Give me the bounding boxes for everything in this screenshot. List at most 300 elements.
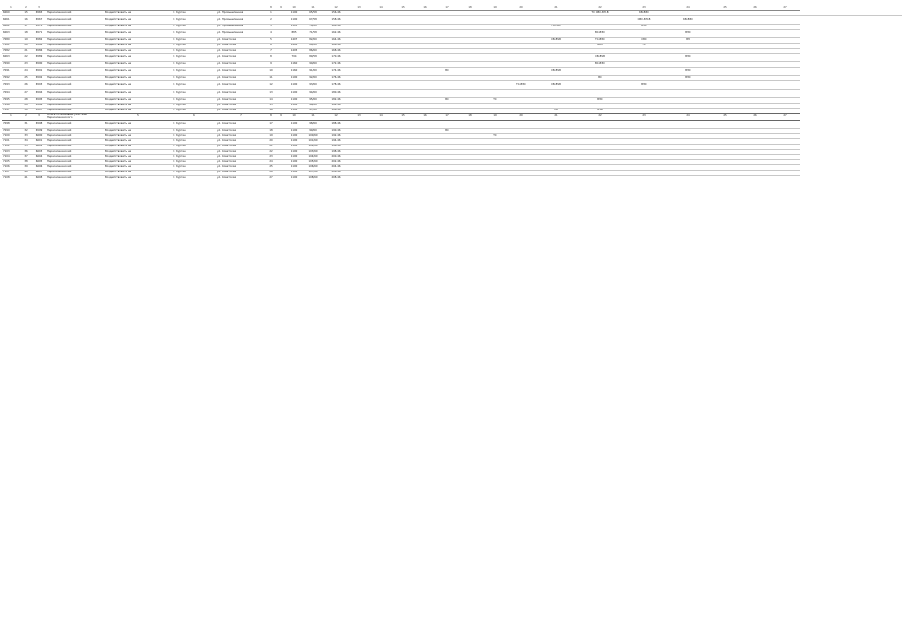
- column-header[interactable]: 11: [302, 6, 324, 11]
- table-cell[interactable]: ТС: [482, 134, 508, 139]
- table-cell[interactable]: [508, 67, 534, 76]
- table-cell[interactable]: 3: [266, 24, 276, 29]
- table-cell[interactable]: [622, 53, 666, 62]
- table-cell[interactable]: 1: [266, 11, 276, 16]
- table-cell[interactable]: 31: [20, 120, 32, 129]
- table-cell[interactable]: 103/60: [302, 149, 324, 154]
- table-cell[interactable]: Воздействовать на: [104, 29, 172, 38]
- table-cell[interactable]: Переселенческий: [46, 160, 104, 165]
- table-cell[interactable]: 26: [20, 81, 32, 90]
- table-cell[interactable]: г. Курган: [172, 11, 216, 16]
- table-cell[interactable]: ул. Советская: [216, 43, 266, 48]
- table-cell[interactable]: [482, 29, 508, 38]
- table-cell[interactable]: 6061: [2, 16, 20, 25]
- table-cell[interactable]: 67/58: [302, 16, 324, 25]
- table-cell[interactable]: [348, 16, 370, 25]
- table-cell[interactable]: г. Курган: [172, 134, 216, 139]
- table-cell[interactable]: [348, 89, 370, 98]
- table-cell[interactable]: Переселенческий: [46, 62, 104, 67]
- column-header[interactable]: 27: [770, 6, 800, 11]
- table-cell[interactable]: [436, 89, 458, 98]
- table-cell[interactable]: [770, 16, 800, 25]
- table-cell[interactable]: [458, 67, 482, 76]
- table-cell[interactable]: [622, 89, 666, 98]
- column-header[interactable]: 16: [414, 6, 436, 11]
- table-cell[interactable]: [534, 89, 578, 98]
- table-cell[interactable]: [710, 29, 740, 38]
- table-cell[interactable]: [348, 120, 370, 129]
- table-cell[interactable]: [770, 89, 800, 98]
- table-cell[interactable]: 6590: [32, 62, 46, 67]
- table-cell[interactable]: [414, 89, 436, 98]
- table-cell[interactable]: 6594: [32, 89, 46, 98]
- table-cell[interactable]: Воздействовать на: [104, 120, 172, 129]
- table-cell[interactable]: 7096: [2, 103, 20, 108]
- table-cell[interactable]: 12: [266, 81, 276, 90]
- table-cell[interactable]: [482, 81, 508, 90]
- table-cell[interactable]: Воздействовать на: [104, 76, 172, 81]
- table-cell[interactable]: 1160: [286, 67, 302, 76]
- table-cell[interactable]: Воздействовать на: [104, 103, 172, 108]
- table-cell[interactable]: [436, 120, 458, 129]
- table-cell[interactable]: [508, 175, 534, 180]
- table-cell[interactable]: ТСС-ВС: [534, 24, 578, 29]
- table-cell[interactable]: [348, 67, 370, 76]
- table-cell[interactable]: 6589: [32, 53, 46, 62]
- table-cell[interactable]: 208.46: [324, 175, 348, 180]
- table-cell[interactable]: 6602: [32, 144, 46, 149]
- table-cell[interactable]: 174.46: [324, 67, 348, 76]
- table-cell[interactable]: г. Курган: [172, 89, 216, 98]
- table-cell[interactable]: [370, 81, 392, 90]
- table-cell[interactable]: 17: [266, 120, 276, 129]
- table-cell[interactable]: 1105: [286, 24, 302, 29]
- table-cell[interactable]: 38: [20, 160, 32, 165]
- table-cell[interactable]: 7100: [2, 134, 20, 139]
- column-header[interactable]: 20: [508, 6, 534, 11]
- table-cell[interactable]: [436, 175, 458, 180]
- table-cell[interactable]: 1100: [286, 134, 302, 139]
- table-cell[interactable]: Воздействовать на: [104, 165, 172, 170]
- table-cell[interactable]: 7107: [2, 170, 20, 175]
- table-cell[interactable]: [392, 53, 414, 62]
- table-cell[interactable]: 6586: [32, 48, 46, 53]
- table-cell[interactable]: Воздействовать на: [104, 144, 172, 149]
- table-cell[interactable]: ВС: [436, 129, 458, 134]
- table-cell[interactable]: СВС: [622, 38, 666, 43]
- table-cell[interactable]: 6582: [32, 38, 46, 43]
- table-cell[interactable]: Воздействовать на: [104, 48, 172, 53]
- table-cell[interactable]: ВС: [436, 67, 458, 76]
- table-cell[interactable]: Переселенческий: [46, 120, 104, 129]
- table-cell[interactable]: [534, 29, 578, 38]
- table-cell[interactable]: ВС-ВЭС: [578, 29, 622, 38]
- column-header[interactable]: 13: [348, 6, 370, 11]
- table-row[interactable]: [2, 81, 902, 90]
- table-cell[interactable]: [710, 89, 740, 98]
- table-cell[interactable]: 1407: [286, 38, 302, 43]
- table-cell[interactable]: [276, 120, 286, 129]
- table-cell[interactable]: [276, 67, 286, 76]
- table-cell[interactable]: 41: [20, 175, 32, 180]
- table-cell[interactable]: г. Курган: [172, 149, 216, 154]
- table-row[interactable]: [2, 175, 902, 180]
- table-cell[interactable]: ВЭС: [622, 81, 666, 90]
- table-cell[interactable]: Переселенческий: [46, 149, 104, 154]
- table-cell[interactable]: [740, 81, 770, 90]
- table-cell[interactable]: 172.46: [324, 62, 348, 67]
- table-cell[interactable]: 24: [266, 160, 276, 165]
- table-cell[interactable]: Переселенческий: [46, 103, 104, 108]
- table-cell[interactable]: Воздействовать на: [104, 149, 172, 154]
- table-cell[interactable]: 105/60: [302, 160, 324, 165]
- table-cell[interactable]: г. Курган: [172, 62, 216, 67]
- table-cell[interactable]: 7: [266, 48, 276, 53]
- table-cell[interactable]: 33: [20, 134, 32, 139]
- table-cell[interactable]: 1100: [286, 103, 302, 108]
- table-cell[interactable]: 29: [20, 103, 32, 108]
- table-cell[interactable]: 18: [266, 129, 276, 134]
- table-cell[interactable]: ул. Советская: [216, 103, 266, 108]
- table-cell[interactable]: 17: [20, 24, 32, 29]
- table-cell[interactable]: [436, 53, 458, 62]
- table-cell[interactable]: 15: [266, 103, 276, 108]
- table-cell[interactable]: 194.46: [324, 139, 348, 144]
- table-cell[interactable]: Переселенческий: [46, 170, 104, 175]
- table-cell[interactable]: ул. Советская: [216, 81, 266, 90]
- table-cell[interactable]: [414, 16, 436, 25]
- table-cell[interactable]: 6595: [32, 98, 46, 103]
- table-cell[interactable]: [392, 120, 414, 129]
- table-cell[interactable]: 100/60: [302, 134, 324, 139]
- table-cell[interactable]: 180.46: [324, 89, 348, 98]
- table-cell[interactable]: ВЭС: [666, 29, 710, 38]
- table-cell[interactable]: 156.46: [324, 11, 348, 16]
- table-cell[interactable]: Переселенческий: [46, 98, 104, 103]
- table-cell[interactable]: [622, 120, 666, 129]
- table-cell[interactable]: [276, 29, 286, 38]
- table-cell[interactable]: 92/60: [302, 76, 324, 81]
- table-cell[interactable]: 89/58: [302, 53, 324, 62]
- table-cell[interactable]: 186.46: [324, 108, 348, 113]
- table-cell[interactable]: г. Курган: [172, 108, 216, 113]
- table-cell[interactable]: Переселенческий: [46, 139, 104, 144]
- table-cell[interactable]: 7090: [2, 62, 20, 67]
- table-cell[interactable]: ВВЭ: [578, 43, 622, 48]
- table-cell[interactable]: 9: [266, 62, 276, 67]
- table-cell[interactable]: 182.46: [324, 98, 348, 103]
- column-header[interactable]: 3: [32, 6, 46, 11]
- table-cell[interactable]: 200.46: [324, 155, 348, 160]
- table-cell[interactable]: 91/60: [302, 67, 324, 76]
- table-cell[interactable]: 206.46: [324, 170, 348, 175]
- table-cell[interactable]: [770, 175, 800, 180]
- table-cell[interactable]: ТС-ВЭС: [508, 81, 534, 90]
- table-cell[interactable]: ВЭС: [622, 24, 666, 29]
- table-cell[interactable]: ул. Советская: [216, 134, 266, 139]
- table-cell[interactable]: 102/60: [302, 144, 324, 149]
- table-cell[interactable]: 7081: [2, 43, 20, 48]
- table-cell[interactable]: Воздействовать на: [104, 53, 172, 62]
- table-cell[interactable]: 7091: [2, 67, 20, 76]
- table-cell[interactable]: [458, 16, 482, 25]
- table-cell[interactable]: СВ: [534, 108, 578, 113]
- table-cell[interactable]: Переселенческий: [46, 76, 104, 81]
- table-cell[interactable]: [392, 175, 414, 180]
- table-cell[interactable]: 28: [20, 98, 32, 103]
- table-cell[interactable]: 22: [20, 53, 32, 62]
- table-cell[interactable]: [482, 67, 508, 76]
- table-cell[interactable]: 196.46: [324, 144, 348, 149]
- table-cell[interactable]: 90/60: [302, 62, 324, 67]
- table-cell[interactable]: [348, 29, 370, 38]
- table-cell[interactable]: 1160: [286, 62, 302, 67]
- table-cell[interactable]: 204.46: [324, 165, 348, 170]
- table-cell[interactable]: г. Курган: [172, 160, 216, 165]
- table-cell[interactable]: СВС-ВН-В: [622, 16, 666, 25]
- table-cell[interactable]: 2: [266, 16, 276, 25]
- table-cell[interactable]: 6565: [32, 11, 46, 16]
- table-cell[interactable]: 184.46: [324, 103, 348, 108]
- table-cell[interactable]: г. Курган: [172, 175, 216, 180]
- table-cell[interactable]: 18: [20, 29, 32, 38]
- table-cell[interactable]: г. Курган: [172, 139, 216, 144]
- table-cell[interactable]: Переселенческий: [46, 134, 104, 139]
- column-header[interactable]: 21: [534, 6, 578, 11]
- table-cell[interactable]: г. Курган: [172, 48, 216, 53]
- table-cell[interactable]: 166.46: [324, 43, 348, 48]
- column-header[interactable]: 14: [370, 6, 392, 11]
- table-cell[interactable]: 6607: [32, 170, 46, 175]
- table-cell[interactable]: [414, 67, 436, 76]
- table-cell[interactable]: 1100: [286, 170, 302, 175]
- table-cell[interactable]: [436, 29, 458, 38]
- table-cell[interactable]: 82/60: [302, 38, 324, 43]
- table-row[interactable]: [2, 53, 902, 62]
- table-cell[interactable]: Переселенческий: [46, 29, 104, 38]
- table-cell[interactable]: [740, 67, 770, 76]
- table-cell[interactable]: [740, 16, 770, 25]
- table-cell[interactable]: 176.46: [324, 76, 348, 81]
- table-cell[interactable]: 7080: [2, 38, 20, 43]
- table-cell[interactable]: ул. Советская: [216, 98, 266, 103]
- table-cell[interactable]: 6598: [32, 120, 46, 129]
- table-cell[interactable]: [666, 175, 710, 180]
- table-cell[interactable]: 93/60: [302, 81, 324, 90]
- table-cell[interactable]: 6060: [2, 11, 20, 16]
- table-cell[interactable]: 23: [20, 62, 32, 67]
- table-cell[interactable]: 1100: [286, 98, 302, 103]
- table-cell[interactable]: [392, 67, 414, 76]
- table-cell[interactable]: ул. Советская: [216, 120, 266, 129]
- table-cell[interactable]: 7103: [2, 149, 20, 154]
- table-cell[interactable]: 6608: [32, 175, 46, 180]
- table-cell[interactable]: 7098: [2, 120, 20, 129]
- table-cell[interactable]: [800, 16, 902, 25]
- table-cell[interactable]: 4: [266, 29, 276, 38]
- table-cell[interactable]: Переселенческий: [46, 16, 104, 25]
- table-cell[interactable]: Воздействовать на: [104, 38, 172, 43]
- table-cell[interactable]: Воздействовать на: [104, 160, 172, 165]
- table-cell[interactable]: Переселенческий: [46, 89, 104, 98]
- table-cell[interactable]: 6567: [32, 16, 46, 25]
- table-cell[interactable]: КВ-ВЭС: [622, 11, 666, 16]
- table-cell[interactable]: 1100: [286, 160, 302, 165]
- table-cell[interactable]: СВ-ВЧВ: [534, 81, 578, 90]
- table-cell[interactable]: [770, 120, 800, 129]
- table-cell[interactable]: г. Курган: [172, 103, 216, 108]
- table-cell[interactable]: [578, 81, 622, 90]
- table-cell[interactable]: ВС: [436, 98, 458, 103]
- table-cell[interactable]: [666, 81, 710, 90]
- table-cell[interactable]: ТС СВС-ВН-В: [578, 11, 622, 16]
- table-cell[interactable]: Воздействовать на: [104, 67, 172, 76]
- table-cell[interactable]: 108/60: [302, 175, 324, 180]
- table-cell[interactable]: [508, 89, 534, 98]
- table-cell[interactable]: [740, 53, 770, 62]
- table-cell[interactable]: 1100: [286, 76, 302, 81]
- table-cell[interactable]: 7104: [2, 155, 20, 160]
- table-cell[interactable]: Переселенческий: [46, 175, 104, 180]
- table-cell[interactable]: 6599: [32, 129, 46, 134]
- table-cell[interactable]: [740, 89, 770, 98]
- table-cell[interactable]: 1100: [286, 155, 302, 160]
- table-cell[interactable]: Воздействовать на: [104, 129, 172, 134]
- table-cell[interactable]: 94/60: [302, 89, 324, 98]
- table-cell[interactable]: [622, 29, 666, 38]
- table-cell[interactable]: 10: [266, 67, 276, 76]
- table-cell[interactable]: [710, 53, 740, 62]
- table-cell[interactable]: [414, 175, 436, 180]
- table-cell[interactable]: 27: [20, 89, 32, 98]
- table-row[interactable]: [2, 29, 902, 38]
- table-cell[interactable]: 6584: [32, 43, 46, 48]
- table-cell[interactable]: [482, 175, 508, 180]
- table-cell[interactable]: 101/60: [302, 139, 324, 144]
- table-cell[interactable]: Воздействовать на: [104, 139, 172, 144]
- table-cell[interactable]: [578, 89, 622, 98]
- table-cell[interactable]: 7106: [2, 165, 20, 170]
- table-row[interactable]: [2, 120, 902, 129]
- table-cell[interactable]: 70/60: [302, 24, 324, 29]
- table-cell[interactable]: Переселенческий: [46, 144, 104, 149]
- table-cell[interactable]: 1100: [286, 165, 302, 170]
- table-cell[interactable]: 7082: [2, 48, 20, 53]
- table-cell[interactable]: ВЭ: [666, 38, 710, 43]
- table-cell[interactable]: 65/58: [302, 11, 324, 16]
- table-cell[interactable]: 162.46: [324, 29, 348, 38]
- table-cell[interactable]: Переселенческий: [46, 38, 104, 43]
- table-cell[interactable]: 168.46: [324, 48, 348, 53]
- table-cell[interactable]: ул. Советская: [216, 53, 266, 62]
- table-cell[interactable]: [392, 81, 414, 90]
- table-cell[interactable]: Переселенческий: [46, 48, 104, 53]
- table-cell[interactable]: 1100: [286, 89, 302, 98]
- table-cell[interactable]: 8: [266, 53, 276, 62]
- table-cell[interactable]: [414, 120, 436, 129]
- table-cell[interactable]: 16: [20, 16, 32, 25]
- table-cell[interactable]: [458, 29, 482, 38]
- table-cell[interactable]: г. Курган: [172, 38, 216, 43]
- table-cell[interactable]: 198.46: [324, 149, 348, 154]
- table-cell[interactable]: г. Курган: [172, 43, 216, 48]
- table-cell[interactable]: [370, 16, 392, 25]
- table-cell[interactable]: [276, 16, 286, 25]
- table-cell[interactable]: [370, 53, 392, 62]
- table-cell[interactable]: [414, 81, 436, 90]
- table-cell[interactable]: [276, 53, 286, 62]
- table-cell[interactable]: [458, 89, 482, 98]
- table-cell[interactable]: ул. Советская: [216, 165, 266, 170]
- table-cell[interactable]: 14: [266, 98, 276, 103]
- table-cell[interactable]: 794: [286, 53, 302, 62]
- table-cell[interactable]: [370, 67, 392, 76]
- table-cell[interactable]: 35: [20, 144, 32, 149]
- table-cell[interactable]: г. Курган: [172, 67, 216, 76]
- table-row[interactable]: [2, 89, 902, 98]
- column-header[interactable]: 1: [2, 6, 20, 11]
- table-cell[interactable]: Воздействовать на: [104, 155, 172, 160]
- table-cell[interactable]: 1100: [286, 108, 302, 113]
- column-header[interactable]: 12: [324, 6, 348, 11]
- table-cell[interactable]: 1100: [286, 149, 302, 154]
- table-cell[interactable]: 26: [266, 170, 276, 175]
- table-cell[interactable]: 27: [266, 175, 276, 180]
- table-cell[interactable]: 40: [20, 170, 32, 175]
- table-cell[interactable]: [740, 175, 770, 180]
- table-cell[interactable]: Переселенческий: [46, 165, 104, 170]
- table-cell[interactable]: 95/60: [302, 98, 324, 103]
- table-cell[interactable]: 1100: [286, 81, 302, 90]
- table-cell[interactable]: [436, 16, 458, 25]
- table-cell[interactable]: 1100: [286, 144, 302, 149]
- table-cell[interactable]: г. Курган: [172, 120, 216, 129]
- table-cell[interactable]: 86/60: [302, 48, 324, 53]
- table-cell[interactable]: [710, 67, 740, 76]
- table-cell[interactable]: [534, 175, 578, 180]
- table-cell[interactable]: 6601: [32, 139, 46, 144]
- table-cell[interactable]: 1100: [286, 139, 302, 144]
- table-cell[interactable]: 7093: [2, 81, 20, 90]
- table-cell[interactable]: г. Курган: [172, 129, 216, 134]
- table-cell[interactable]: Воздействовать на: [104, 62, 172, 67]
- table-cell[interactable]: 96/60: [302, 103, 324, 108]
- table-cell[interactable]: [370, 29, 392, 38]
- table-cell[interactable]: 34: [20, 139, 32, 144]
- table-cell[interactable]: Переселенческий: [46, 108, 104, 113]
- table-cell[interactable]: Воздействовать на: [104, 24, 172, 29]
- table-row[interactable]: [2, 16, 902, 25]
- table-cell[interactable]: [414, 29, 436, 38]
- table-cell[interactable]: Переселенческий: [46, 81, 104, 90]
- table-cell[interactable]: 6600: [32, 134, 46, 139]
- table-cell[interactable]: 19: [266, 134, 276, 139]
- table-cell[interactable]: 6603: [32, 149, 46, 154]
- table-cell[interactable]: [740, 29, 770, 38]
- table-cell[interactable]: ул. Промышленная: [216, 16, 266, 25]
- table-cell[interactable]: 24: [20, 67, 32, 76]
- table-cell[interactable]: ВС-ВЭС: [578, 62, 622, 67]
- table-cell[interactable]: [370, 120, 392, 129]
- table-cell[interactable]: 6063: [2, 53, 20, 62]
- table-cell[interactable]: 104/60: [302, 155, 324, 160]
- table-cell[interactable]: ул. Промышленная: [216, 11, 266, 16]
- table-cell[interactable]: 6062: [2, 24, 20, 29]
- column-header[interactable]: 25: [710, 6, 740, 11]
- table-cell[interactable]: ВЭС: [666, 76, 710, 81]
- table-cell[interactable]: 6592: [32, 76, 46, 81]
- table-cell[interactable]: ул. Советская: [216, 76, 266, 81]
